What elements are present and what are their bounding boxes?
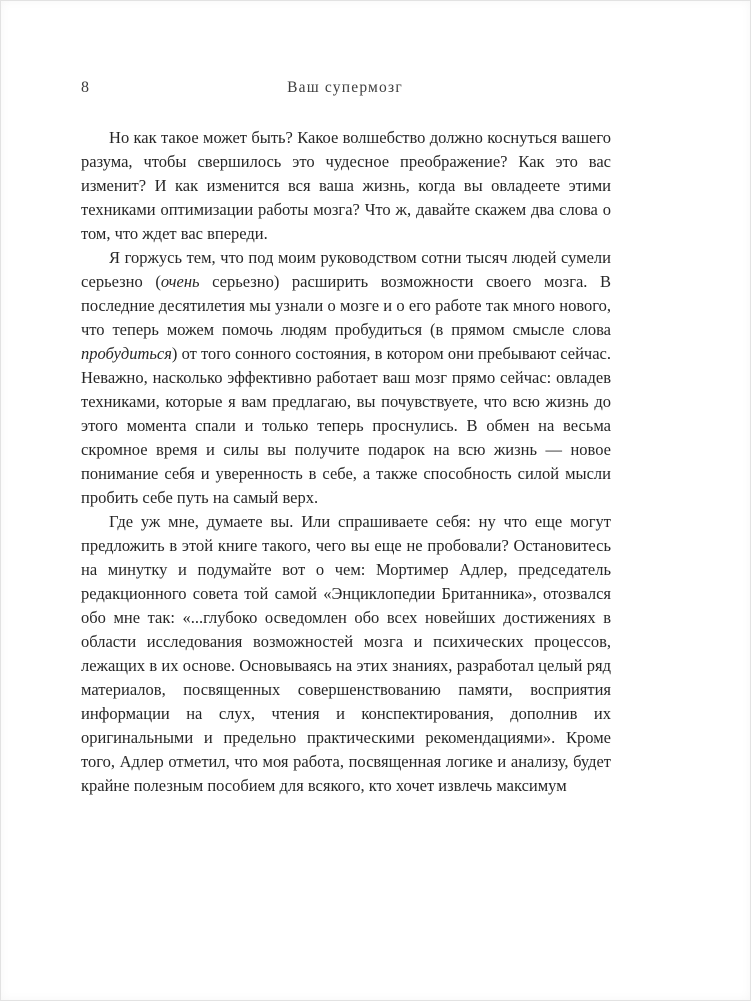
text-run: Где уж мне, думаете вы. Или спрашиваете себя: ну что еще могут предложить в этой книге такого, чего вы еще не пробовали? Остановитесь на минутку и подумайте вот о чем: Мортимер Адлер, председатель редакционного совета той самой «Энциклопедии Британника», отозвался обо мне так: «...глубоко осведомлен обо всех новейших достижениях в области исследования возможностей мозга и психических процессов, лежащих в их основе. Основываясь на этих знаниях, разработал целый ряд материалов, посвященных совершенствованию памяти, восприятия информации на слух, чтения и конспектирования, дополнив их оригинальными и предельно практическими рекомендациями». Кроме того, Адлер отметил, что моя работа, посвященная логике и анализу, будет крайне полезным пособием для всякого, кто хочет извлечь максимум xyxy=(81,512,611,795)
paragraph xyxy=(81,510,611,798)
text-run: серьезно) расширить возможности своего мозга. В последние десятилетия мы узнали о мозге и о его работе так много нового, что теперь можем помочь людям пробудиться (в прямом смысле слова xyxy=(81,272,611,339)
paragraph xyxy=(81,246,611,510)
running-title: Ваш супермозг xyxy=(287,79,403,96)
italic-run: пробудиться xyxy=(81,344,172,363)
page-number: 8 xyxy=(81,79,89,96)
text-run: Я горжусь тем, что под моим руководством сотни тысяч людей сумели серьезно ( xyxy=(81,248,611,291)
paragraph xyxy=(81,126,611,246)
text-run: Но как такое может быть? Какое волшебство должно коснуться вашего разума, чтобы свершилось это чудесное преображение? Как это вас изменит? И как изменится вся ваша жизнь, когда вы овладеете этими техниками оптимизации работы мозга? Что ж, давайте скажем два слова о том, что ждет вас впереди. xyxy=(81,128,611,243)
text-run: ) от того сонного состояния, в котором они пребывают сейчас. Неважно, насколько эффективно работает ваш мозг прямо сейчас: овладев техниками, которые я вам предлагаю, вы почувствуете, что всю жизнь до этого момента спали и только теперь проснулись. В обмен на весьма скромное время и силы вы получите подарок на всю жизнь — новое понимание себя и уверенность в себе, а также способность силой мысли пробить себе путь на самый верх. xyxy=(81,344,611,507)
running-head xyxy=(81,79,609,101)
italic-run: очень xyxy=(160,272,200,291)
body-text xyxy=(81,126,611,798)
